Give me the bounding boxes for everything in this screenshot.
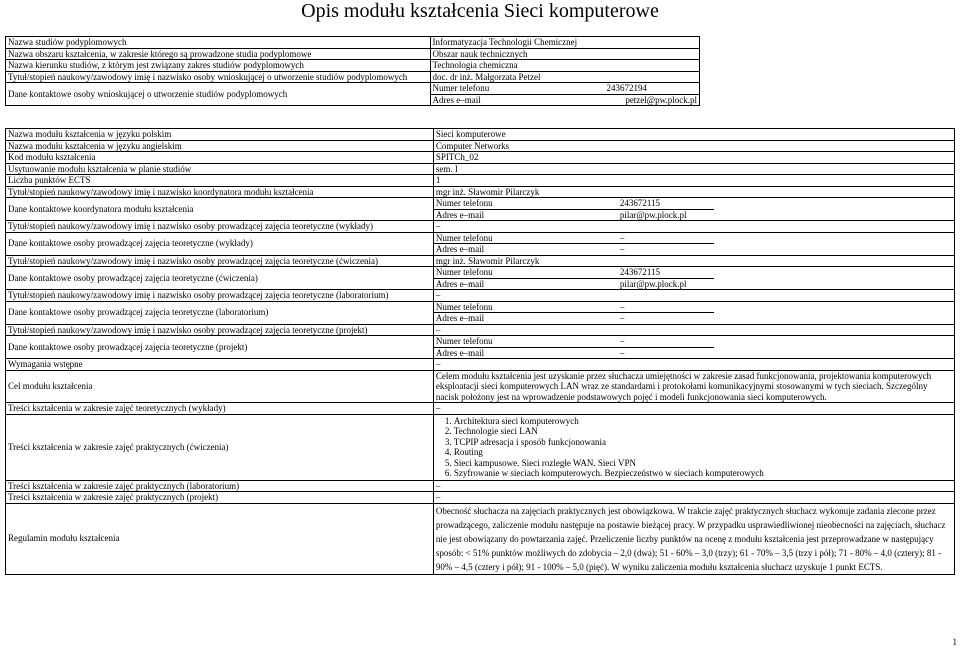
email-value: pilar@pw.plock.pl — [619, 209, 687, 220]
email-label: Adres e–mail — [432, 94, 481, 105]
header-table — [5, 36, 700, 106]
header-row — [6, 71, 700, 83]
goal-text: Celem modułu kształcenia jest uzyskanie przez słuchacza umiejętności w zakresie zasad funkcjonowania, projektowania komputerowych eksploatacji sieci komputerowych LAN wraz ze standardami i protokołami komunikacyjnymi stosowanymi w tych sieciach. Szczególny nacisk położony jest na wprowadzenie podstawowych pojęć i modeli funkcjonowania sieci komputerowych. — [433, 370, 954, 403]
row-label: Liczba punktów ECTS — [6, 175, 434, 187]
email-value: – — [619, 347, 625, 358]
row-label: Treści kształcenia w zakresie zajęć praktycznych (ćwiczenia) — [6, 414, 434, 480]
row-value: sem. I — [433, 163, 954, 175]
contact-table — [434, 302, 714, 324]
row-label: Treści kształcenia w zakresie zajęć praktycznych (projekt) — [6, 492, 434, 504]
row-value: – — [433, 492, 954, 504]
module-table — [5, 128, 955, 575]
row-label: Wymagania wstępne — [6, 359, 434, 371]
row-value: SPITCh_02 — [433, 152, 954, 164]
header-row — [6, 37, 700, 49]
row-label: Kod modułu kształcenia — [6, 152, 434, 164]
row-value: Sieci komputerowe — [433, 129, 954, 141]
header-contact-row — [6, 83, 700, 106]
list-item: 1. Architektura sieci komputerowych — [454, 416, 952, 427]
phone-value: – — [618, 302, 714, 313]
phone-value: 243672115 — [618, 267, 714, 278]
email-value: petzel@pw.plock.pl — [625, 94, 697, 105]
row-label: Treści kształcenia w zakresie zajęć teoretycznych (wykłady) — [6, 403, 434, 415]
row-value: mgr inż. Sławomir Pilarczyk — [433, 255, 954, 267]
header-label: Nazwa studiów podyplomowych — [6, 37, 431, 49]
row-value: – — [433, 221, 954, 233]
practical-topics-list — [436, 416, 952, 479]
phone-value: – — [618, 233, 714, 244]
phone-label: Numer telefonu — [431, 83, 605, 94]
phone-value: – — [618, 336, 714, 347]
header-row — [6, 48, 700, 60]
email-value: – — [619, 244, 625, 254]
contact-table — [431, 83, 700, 105]
phone-value: 243672194 — [605, 83, 700, 94]
row-label: Tytuł/stopień naukowy/zawodowy imię i nazwisko osoby prowadzącej zajęcia teoretyczne (projekt) — [6, 324, 434, 336]
page-number: 1 — [952, 637, 957, 647]
contact-table — [434, 233, 714, 255]
contact-table — [434, 198, 714, 220]
header-value: Technologia chemiczna — [430, 60, 700, 72]
email-value: pilar@pw.plock.pl — [619, 278, 687, 289]
row-label: Dane kontaktowe osoby prowadzącej zajęcia teoretyczne (laboratorium) — [6, 301, 434, 324]
row-label: Tytuł/stopień naukowy/zawodowy imię i nazwisko osoby prowadzącej zajęcia teoretyczne (ćwiczenia) — [6, 255, 434, 267]
row-label: Treści kształcenia w zakresie zajęć praktycznych (laboratorium) — [6, 480, 434, 492]
row-label: Tytuł/stopień naukowy/zawodowy imię i nazwisko osoby prowadzącej zajęcia teoretyczne (wykłady) — [6, 221, 434, 233]
phone-label: Numer telefonu — [434, 233, 618, 244]
row-value: – — [433, 403, 954, 415]
phone-label: Numer telefonu — [434, 198, 618, 209]
row-value: – — [433, 359, 954, 371]
phone-label: Numer telefonu — [434, 336, 618, 347]
row-value: – — [433, 290, 954, 302]
row-label: Dane kontaktowe osoby prowadzącej zajęcia teoretyczne (ćwiczenia) — [6, 267, 434, 290]
list-item: 5. Sieci kampusowe. Sieci rozległe WAN. Sieci VPN — [454, 458, 952, 469]
row-value: – — [433, 324, 954, 336]
row-label: Dane kontaktowe osoby prowadzącej zajęcia teoretyczne (projekt) — [6, 336, 434, 359]
row-label: Dane kontaktowe osoby prowadzącej zajęcia teoretyczne (wykłady) — [6, 232, 434, 255]
row-value: – — [433, 480, 954, 492]
row-label: Nazwa modułu kształcenia w języku polskim — [6, 129, 434, 141]
list-item: 6. Szyfrowanie w sieciach komputerowych. Bezpieczeństwo w sieciach komputerowych — [454, 468, 952, 479]
list-item: 4. Routing — [454, 447, 952, 458]
contact-table — [434, 336, 714, 358]
row-label: Tytuł/stopień naukowy/zawodowy imię i nazwisko osoby prowadzącej zajęcia teoretyczne (laboratorium) — [6, 290, 434, 302]
phone-label: Numer telefonu — [434, 302, 618, 313]
list-item: 2. Technologie sieci LAN — [454, 426, 952, 437]
row-label: Usytuowanie modułu kształcenia w planie studiów — [6, 163, 434, 175]
row-label: Regulamin modułu kształcenia — [6, 503, 434, 574]
header-label: Dane kontaktowe osoby wnioskującej o utworzenie studiów podyplomowych — [6, 83, 431, 106]
header-value: Informatyzacja Technologii Chemicznej — [430, 37, 700, 49]
row-label: Cel modułu kształcenia — [6, 370, 434, 403]
header-label: Nazwa kierunku studiów, z którym jest związany zakres studiów podyplomowych — [6, 60, 431, 72]
rules-text: Obecność słuchacza na zajęciach praktycznych jest obowiązkowa. W trakcie zajęć praktycznych słuchacz wykonuje zadania zlecone przez prowadzącego, zaliczenie modułu następuje na postawie bieżącej pracy. W przypadku usprawiedliwionej nieobecności na zajęciach, słuchacz nie jest obowiązany do powtarzania zajęć. Przeliczenie liczby punktów na ocenę z modułu kształcenia jest przeprowadzane w następujący sposób: < 51% punktów możliwych do zdobycia – 2,0 (dwa); 51 - 60% – 3,0 (trzy); 61 - 70% – 3,5 (trzy i pół); 71 - 80% – 4,0 (cztery); 81 - 90% – 4,5 (cztery i pół); 91 - 100% – 5,0 (pięć). W wyniku zaliczenia modułu kształcenia słuchacz uzyskuje 1 punkt ECTS. — [433, 503, 954, 574]
email-label: Adres e–mail — [435, 209, 485, 220]
row-label: Tytuł/stopień naukowy/zawodowy imię i nazwisko koordynatora modułu kształcenia — [6, 186, 434, 198]
header-value: doc. dr inż. Małgorzata Petzel — [430, 71, 700, 83]
list-item: 3. TCPIP adresacja i sposób funkcjonowania — [454, 437, 952, 448]
email-label: Adres e–mail — [435, 313, 485, 323]
row-value: mgr inż. Sławomir Pilarczyk — [433, 186, 954, 198]
header-label: Nazwa obszaru kształcenia, w zakresie którego są prowadzone studia podyplomowe — [6, 48, 431, 60]
row-value: Computer Networks — [433, 140, 954, 152]
header-label: Tytuł/stopień naukowy/zawodowy imię i nazwisko osoby wnioskującej o utworzenie studiów podyplomowych — [6, 71, 431, 83]
row-label: Nazwa modułu kształcenia w języku angielskim — [6, 140, 434, 152]
contact-table — [434, 267, 714, 289]
row-value: 1 — [433, 175, 954, 187]
email-value: – — [619, 313, 625, 323]
row-label: Dane kontaktowe koordynatora modułu kształcenia — [6, 198, 434, 221]
phone-value: 243672115 — [618, 198, 714, 209]
email-label: Adres e–mail — [435, 278, 485, 289]
page-title: Opis modułu kształcenia Sieci komputerowe — [301, 0, 659, 22]
email-label: Adres e–mail — [435, 347, 485, 358]
header-row — [6, 60, 700, 72]
email-label: Adres e–mail — [435, 244, 485, 254]
header-value: Obszar nauk technicznych — [430, 48, 700, 60]
phone-label: Numer telefonu — [434, 267, 618, 278]
